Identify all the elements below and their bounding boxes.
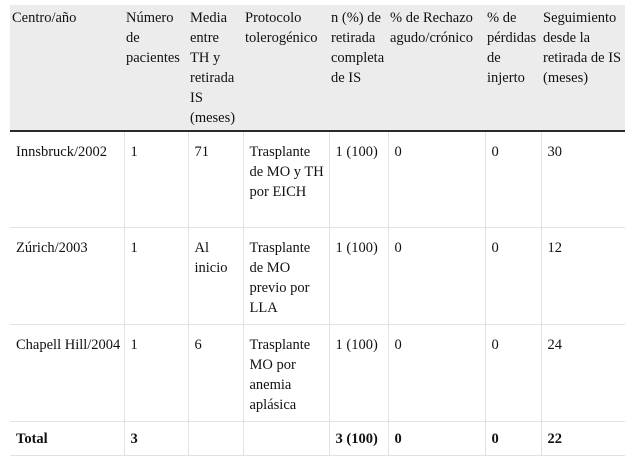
header-protocolo-tolerogenico: Protocolo tolerogénico: [243, 5, 329, 131]
table-row: [10, 131, 625, 227]
header-retirada-completa: n (%) de retirada completa de IS: [329, 5, 388, 131]
cell-media: 6: [188, 324, 243, 421]
header-perdidas-injerto: % de pérdidas de injerto: [485, 5, 541, 131]
data-table: [10, 5, 625, 456]
cell-media: Al inicio: [188, 227, 243, 324]
table-body: [10, 131, 625, 455]
cell-protocolo: Trasplante de MO y TH por EICH: [243, 131, 329, 227]
cell-centro: Chapell Hill/2004: [10, 324, 124, 421]
cell-perdidas: 0: [485, 324, 541, 421]
cell-seguimiento: 24: [541, 324, 625, 421]
total-media: [188, 421, 243, 455]
cell-protocolo: Trasplante MO por anemia aplásica: [243, 324, 329, 421]
cell-pacientes: 1: [124, 227, 188, 324]
total-retirada: 3 (100): [329, 421, 388, 455]
cell-pacientes: 1: [124, 131, 188, 227]
cell-seguimiento: 12: [541, 227, 625, 324]
cell-rechazo: 0: [388, 227, 485, 324]
total-protocolo: [243, 421, 329, 455]
cell-retirada: 1 (100): [329, 227, 388, 324]
cell-perdidas: 0: [485, 227, 541, 324]
header-row: [10, 5, 625, 131]
total-seguimiento: 22: [541, 421, 625, 455]
cell-retirada: 1 (100): [329, 324, 388, 421]
total-label: Total: [10, 421, 124, 455]
table-header: [10, 5, 625, 131]
header-rechazo: % de Rechazo agudo/crónico: [388, 5, 485, 131]
total-perdidas: 0: [485, 421, 541, 455]
header-media-th-retirada: Media entre TH y retirada IS (meses): [188, 5, 243, 131]
total-row: [10, 421, 625, 455]
header-seguimiento: Seguimiento desde la retirada de IS (meses): [541, 5, 625, 131]
cell-rechazo: 0: [388, 324, 485, 421]
cell-seguimiento: 30: [541, 131, 625, 227]
header-centro-ano: Centro/año: [10, 5, 124, 131]
cell-centro: Innsbruck/2002: [10, 131, 124, 227]
cell-perdidas: 0: [485, 131, 541, 227]
table-row: [10, 324, 625, 421]
cell-rechazo: 0: [388, 131, 485, 227]
table-row: [10, 227, 625, 324]
cell-media: 71: [188, 131, 243, 227]
cell-retirada: 1 (100): [329, 131, 388, 227]
header-numero-pacientes: Número de pacientes: [124, 5, 188, 131]
cell-pacientes: 1: [124, 324, 188, 421]
total-pacientes: 3: [124, 421, 188, 455]
cell-centro: Zúrich/2003: [10, 227, 124, 324]
cell-protocolo: Trasplante de MO previo por LLA: [243, 227, 329, 324]
total-rechazo: 0: [388, 421, 485, 455]
